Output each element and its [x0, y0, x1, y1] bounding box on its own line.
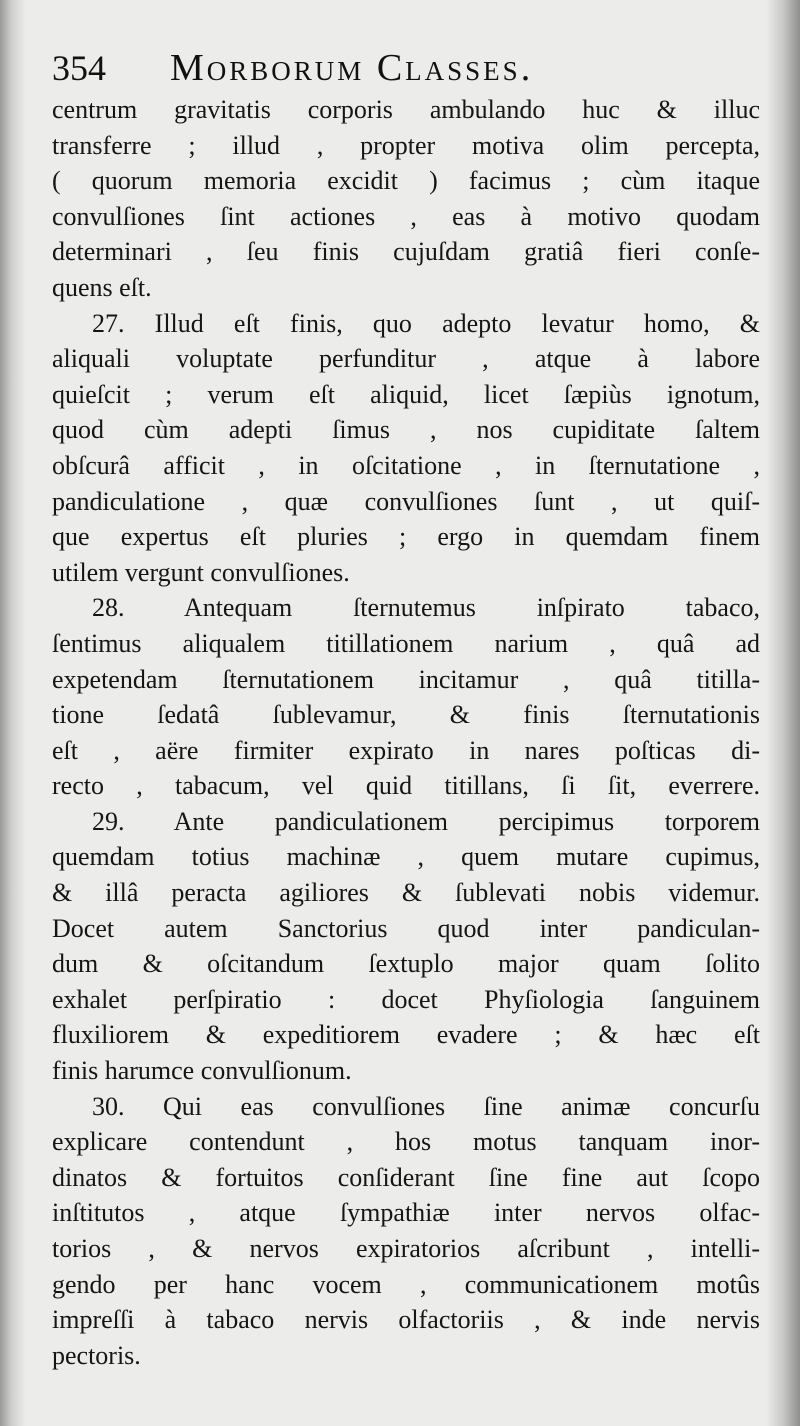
text-line: 30. Qui eas convulſiones ſine animæ concurſu	[92, 1091, 760, 1121]
text-line: finis harumce convulſionum.	[52, 1056, 352, 1086]
text-line: centrum gravitatis corporis ambulando huc & illuc	[52, 95, 760, 124]
text-line: & illâ peracta agiliores & ſublevati nobis videmur.	[52, 878, 760, 908]
page-number: 354	[52, 48, 106, 88]
text-line: torios , & nervos expiratorios aſcribunt , intelli-	[52, 1234, 760, 1263]
text-line: exhalet perſpiratio : docet Phyſiologia ſanguinem	[52, 984, 760, 1014]
text-line: 27. Illud eſt finis, quo adepto levatur homo, &	[92, 308, 760, 338]
text-line: que expertus eſt pluries ; ergo in quemdam finem	[52, 522, 760, 552]
text-line: pectoris.	[52, 1340, 141, 1370]
text-line: dinatos & fortuitos conſiderant ſine fine aut ſcopo	[52, 1162, 760, 1192]
text-line: recto , tabacum, vel quid titillans, ſi ſit, everrere.	[52, 771, 760, 801]
text-line: quieſcit ; verum eſt aliquid, licet ſæpiùs ignotum,	[52, 379, 760, 409]
text-line: convulſiones ſint actiones , eas à motivo quodam	[52, 201, 760, 231]
text-line: quemdam totius machinæ , quem mutare cupimus,	[52, 842, 760, 872]
text-line: dum & oſcitandum ſextuplo major quam ſolito	[52, 949, 760, 979]
page-header	[52, 44, 772, 92]
text-line: tione ſedatâ ſublevamur, & finis ſternutationis	[52, 700, 760, 730]
text-line: obſcurâ afficit , in oſcitatione , in ſternutatione ,	[52, 450, 760, 480]
text-line: pandiculatione , quæ convulſiones ſunt , ut quiſ-	[52, 486, 760, 516]
text-line: expetendam ſternutationem incitamur , quâ titilla-	[52, 664, 760, 694]
text-line: Docet autem Sanctorius quod inter pandiculan-	[52, 913, 760, 943]
text-line: utilem vergunt convulſiones.	[52, 557, 350, 587]
text-line: eſt , aëre firmiter expirato in nares poſticas di-	[52, 735, 760, 765]
text-line: impreſſi à tabaco nervis olfactoriis , & inde nervis	[52, 1305, 760, 1335]
text-line: ſentimus aliqualem titillationem narium , quâ ad	[52, 628, 760, 658]
text-line: fluxiliorem & expeditiorem evadere ; & hæc eſt	[52, 1020, 760, 1050]
text-line: transferre ; illud , propter motiva olim percepta,	[52, 130, 760, 160]
text-line: inſtitutos , atque ſympathiæ inter nervos olfac-	[52, 1198, 760, 1228]
text-line: 28. Antequam ſternutemus inſpirato tabaco,	[92, 593, 760, 623]
text-line: quod cùm adepti ſimus , nos cupiditate ſaltem	[52, 415, 760, 445]
text-line: aliquali voluptate perfunditur , atque à labore	[52, 344, 760, 374]
text-line: determinari , ſeu finis cujuſdam gratiâ fieri conſe-	[52, 237, 760, 267]
text-line: explicare contendunt , hos motus tanquam inor-	[52, 1127, 760, 1157]
text-line: 29. Ante pandiculationem percipimus torporem	[92, 806, 760, 836]
text-line: quens eſt.	[52, 272, 152, 302]
text-line: gendo per hanc vocem , communicationem motûs	[52, 1269, 760, 1299]
body-text	[52, 92, 760, 1373]
running-title: Morborum Classes.	[170, 47, 534, 89]
text-line: ( quorum memoria excidit ) facimus ; cùm itaque	[52, 166, 760, 196]
